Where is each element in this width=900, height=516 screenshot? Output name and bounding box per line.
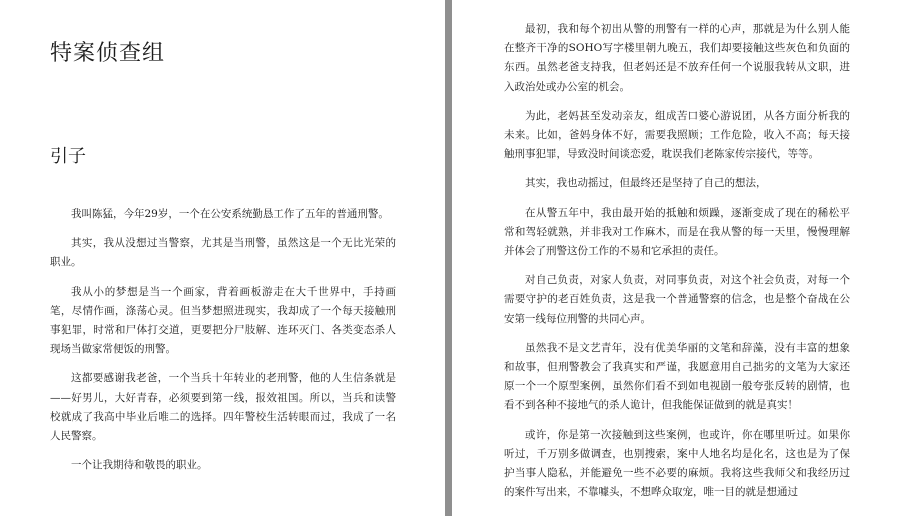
document-title: 特案侦查组 (50, 41, 166, 66)
paragraph: 这都要感谢我老爸，一个当兵十年转业的老刑警，他的人生信条就是——好男儿，大好青春，必须要到第一线，报效祖国。所以，当兵和读警校就成了我高中毕业后唯二的选择。四年警校生活转眼而过，我成了一名人民警察。 (50, 372, 396, 443)
paragraph: 虽然我不是文艺青年，没有优美华丽的文笔和辞藻，没有丰富的想象和故事，但刑警教会了我真实和严谨，我愿意用自己拙劣的文笔为大家还原一个一个原型案例，虽然你们看不到如电视剧一般夸张反转的剧情，也看不到各种不接地气的杀人诡计，但我能保证做到的就是真实！ (504, 341, 850, 412)
paragraph: 其实，我从没想过当警察，尤其是当刑警，虽然这是一个无比光荣的职业。 (50, 237, 396, 269)
page-divider (445, 0, 452, 516)
paragraph: 为此，老妈甚至发动亲友，组成苦口婆心游说团，从各方面分析我的未来。比如，爸妈身体不好，需要我照顾；工作危险，收入不高；每天接触刑事犯罪，导致没时间谈恋爱，耽误我们老陈家传宗接代，等等。 (504, 109, 850, 161)
paragraph: 我从小的梦想是当一个画家，背着画板游走在大千世界中，手持画笔，尽情作画，涤荡心灵。但当梦想照进现实，我却成了一个每天接触刑事犯罪，时常和尸体打交道，更要把分尸肢解、连环灭门、各类变态杀人现场当做家常便饭的刑警。 (50, 285, 396, 356)
paragraph: 我叫陈猛，今年29岁，一个在公安系统勤恳工作了五年的普通刑警。 (71, 208, 389, 220)
paragraph: 在从警五年中，我由最开始的抵触和烦躁，逐渐变成了现在的稀松平常和驾轻就熟，并非我对工作麻木，而是在我从警的每一天里，慢慢理解并体会了刑警这份工作的不易和它承担的责任。 (504, 206, 850, 258)
left-page-body (50, 205, 396, 485)
paragraph: 或许，你是第一次接触到这些案例，也或许，你在哪里听过。如果你听过，千万别多做调查，也别搜索，案中人地名均是化名，这也是为了保护当事人隐私，并能避免一些不必要的麻烦。我将这些我师父和我经历过的案件写出来，不靠噱头，不想哗众取宠，唯一目的就是想通过 (504, 428, 850, 499)
chapter-heading: 引子 (50, 146, 86, 167)
paragraph: 一个让我期待和敬畏的职业。 (71, 459, 208, 472)
left-page (0, 0, 445, 516)
right-page-body (504, 20, 850, 512)
paragraph: 对自己负责，对家人负责，对同事负责，对这个社会负责，对每一个需要守护的老百姓负责，这是我一个普通警察的信念，也是整个奋战在公安第一线每位刑警的共同心声。 (504, 274, 850, 325)
paragraph: 最初，我和每个初出从警的刑警有一样的心声，那就是为什么别人能在整齐干净的SOHO写字楼里朝九晚五，我们却要接触这些灰色和负面的东西。虽然老爸支持我，但老妈还是不放弃任何一个说服我转从文职，进入政治处或办公室的机会。 (504, 23, 850, 93)
paragraph: 其实，我也动摇过，但最终还是坚持了自己的想法， (525, 177, 767, 190)
